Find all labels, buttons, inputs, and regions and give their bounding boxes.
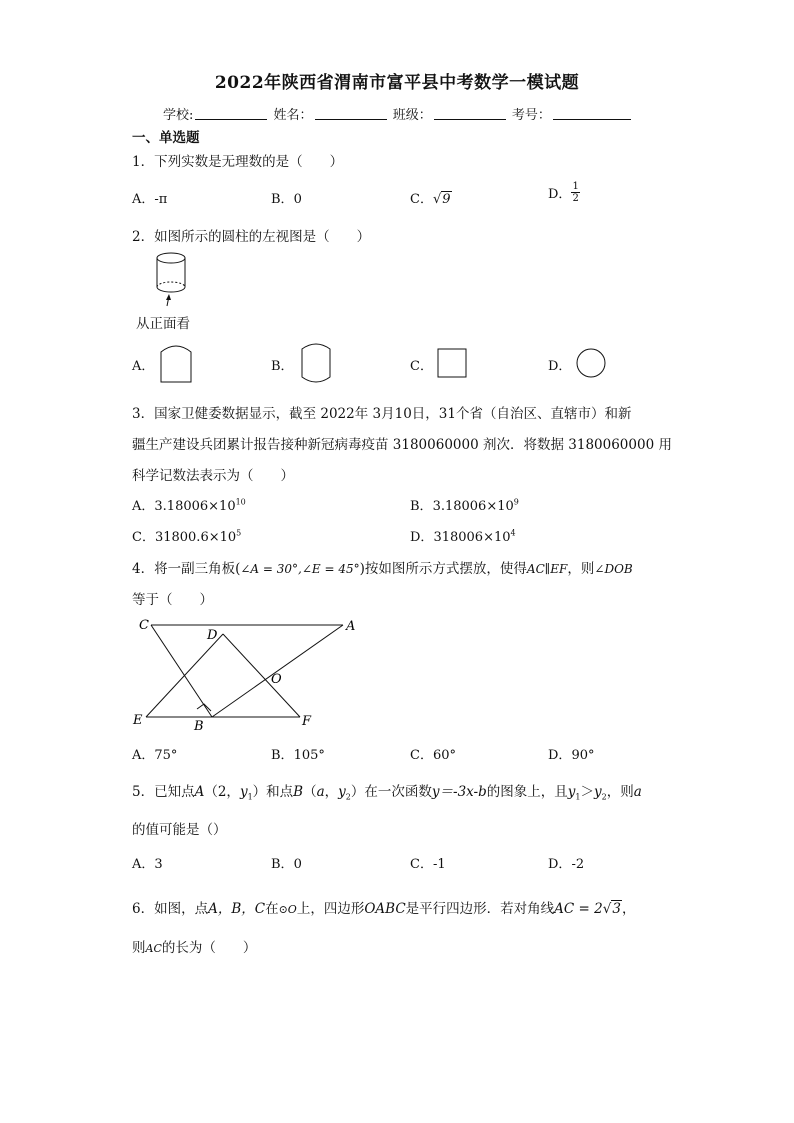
- q5-option-a[interactable]: A．3: [132, 857, 163, 872]
- number-label: 考号：: [511, 108, 551, 123]
- q4-option-a[interactable]: A．75°: [132, 748, 178, 763]
- q4-option-b[interactable]: B．105°: [271, 748, 325, 763]
- school-blank[interactable]: [195, 107, 267, 120]
- school-label: 学校:: [163, 108, 194, 123]
- sqrt-symbol: √3: [602, 901, 621, 917]
- sqrt-symbol: √9: [432, 192, 451, 207]
- q5-line2: 的值可能是（）: [132, 822, 227, 838]
- name-blank[interactable]: [315, 107, 387, 120]
- arch-shape-icon: [158, 342, 194, 384]
- q1-option-c[interactable]: C．√9: [410, 192, 451, 207]
- cylinder-caption: 从正面看: [136, 316, 190, 332]
- q3-option-b[interactable]: B．$3.18006\times 10^9$: [410, 497, 519, 514]
- q5-line1: 5．已知点A（2，$y_1$）和点B（a，$y_2$）在一次函数y＝-3x-b的图象上，且$y_1>y_2$，则a: [132, 784, 642, 802]
- q3-option-c[interactable]: C．$31800.6\times 10^5$: [132, 528, 242, 545]
- class-label: 班级：: [392, 108, 432, 123]
- q3-option-d[interactable]: D．$318006\times 10^4$: [410, 528, 516, 545]
- q5-option-b[interactable]: B．0: [271, 857, 302, 872]
- student-info-line: [163, 104, 633, 123]
- q3-line1: 3．国家卫健委数据显示，截至 2022年 3月10日，31个省（自治区、直辖市）和新: [132, 406, 632, 422]
- q4-line1: 4．将一副三角板(∠A = 30°,∠E = 45°)按如图所示方式摆放，使得AC∥EF，则∠DOB: [132, 561, 633, 577]
- q5-option-d[interactable]: D．-2: [548, 857, 585, 872]
- q1-option-d[interactable]: D． $\frac{1}{2}$: [548, 181, 579, 204]
- q6-line1: 6．如图，点A，B，C在⊙O上，四边形OABC是平行四边形．若对角线AC = 2√3，: [132, 901, 636, 917]
- triangle-figure: [130, 612, 365, 737]
- circle-shape-icon: [575, 347, 607, 379]
- fraction: $\frac{1}{2}$: [572, 181, 579, 204]
- label-f: F: [302, 714, 312, 729]
- q2-option-b[interactable]: B．: [271, 359, 294, 374]
- q2-option-a[interactable]: A．: [132, 359, 155, 374]
- arc-ac: AC: [145, 942, 162, 955]
- q2-stem: 2．如图所示的圆柱的左视图是（ ）: [132, 229, 371, 245]
- label-d: D: [207, 628, 218, 643]
- label-e: E: [133, 713, 143, 728]
- q3-line3: 科学记数法表示为（ ）: [132, 468, 294, 484]
- q2-option-d[interactable]: D．: [548, 359, 572, 374]
- number-blank[interactable]: [553, 107, 631, 120]
- q6-line2: 则AC的长为（ ）: [132, 940, 257, 956]
- class-blank[interactable]: [434, 107, 506, 120]
- page-title: 2022年陕西省渭南市富平县中考数学一模试题: [214, 73, 580, 93]
- barrel-shape-icon: [298, 340, 334, 386]
- name-label: 姓名：: [273, 108, 313, 123]
- q5-option-c[interactable]: C．-1: [410, 857, 446, 872]
- q1-option-b[interactable]: B．0: [271, 192, 302, 207]
- label-c: C: [139, 618, 149, 633]
- q3-option-a[interactable]: A．$3.18006\times 10^{10}$: [132, 497, 246, 514]
- q4-option-d[interactable]: D．90°: [548, 748, 595, 763]
- cylinder-figure: [150, 250, 195, 308]
- q3-line2: 疆生产建设兵团累计报告接种新冠病毒疫苗 3180060000 剂次．将数据 3180060000 用: [132, 437, 672, 453]
- label-b: B: [194, 719, 204, 734]
- q1-stem: 1．下列实数是无理数的是（ ）: [132, 154, 344, 170]
- square-shape-icon: [436, 347, 468, 379]
- label-o: O: [271, 672, 282, 687]
- q4-option-c[interactable]: C．60°: [410, 748, 456, 763]
- q4-line2: 等于（ ）: [132, 592, 213, 608]
- section-heading: 一、单选题: [132, 130, 200, 146]
- label-a: A: [346, 619, 356, 634]
- q2-option-c[interactable]: C．: [410, 359, 433, 374]
- q1-option-a[interactable]: A．-π: [132, 192, 168, 207]
